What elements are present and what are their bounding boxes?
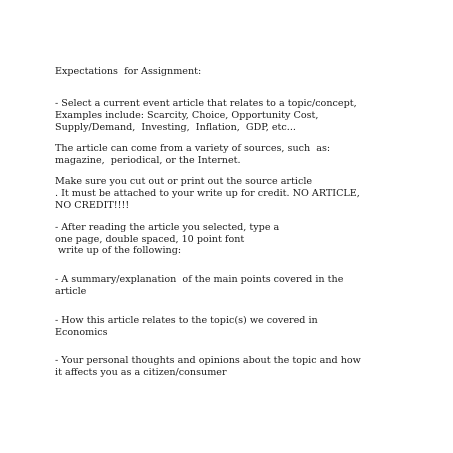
paragraph-line: one page, double spaced, 10 point font — [55, 234, 245, 245]
paragraph-line: Economics — [55, 327, 108, 338]
paragraph-line: Make sure you cut out or print out the source article — [55, 176, 313, 187]
paragraph-line: write up of the following: — [55, 245, 182, 256]
paragraph-line: Supply/Demand, Investing, Inflation, GDP, etc... — [55, 122, 296, 133]
paragraph-line: . It must be attached to your write up for credit. NO ARTICLE, — [55, 188, 360, 199]
paragraph-line: - How this article relates to the topic(s) we covered in — [55, 315, 318, 326]
paragraph-line: The article can come from a variety of sources, such as: — [55, 143, 331, 154]
paragraph-line: it affects you as a citizen/consumer — [55, 367, 227, 378]
paragraph-line: - A summary/explanation of the main points covered in the — [55, 274, 344, 285]
paragraph-line: - Select a current event article that relates to a topic/concept, — [55, 98, 357, 109]
paragraph-line: NO CREDIT!!!! — [55, 200, 130, 211]
paragraph-line: - Your personal thoughts and opinions about the topic and how — [55, 355, 361, 366]
document-heading: Expectations for Assignment: — [55, 66, 202, 77]
paragraph-line: magazine, periodical, or the Internet. — [55, 155, 241, 166]
paragraph-line: article — [55, 286, 87, 297]
paragraph-line: - After reading the article you selected, type a — [55, 222, 280, 233]
paragraph-line: Examples include: Scarcity, Choice, Opportunity Cost, — [55, 110, 319, 121]
